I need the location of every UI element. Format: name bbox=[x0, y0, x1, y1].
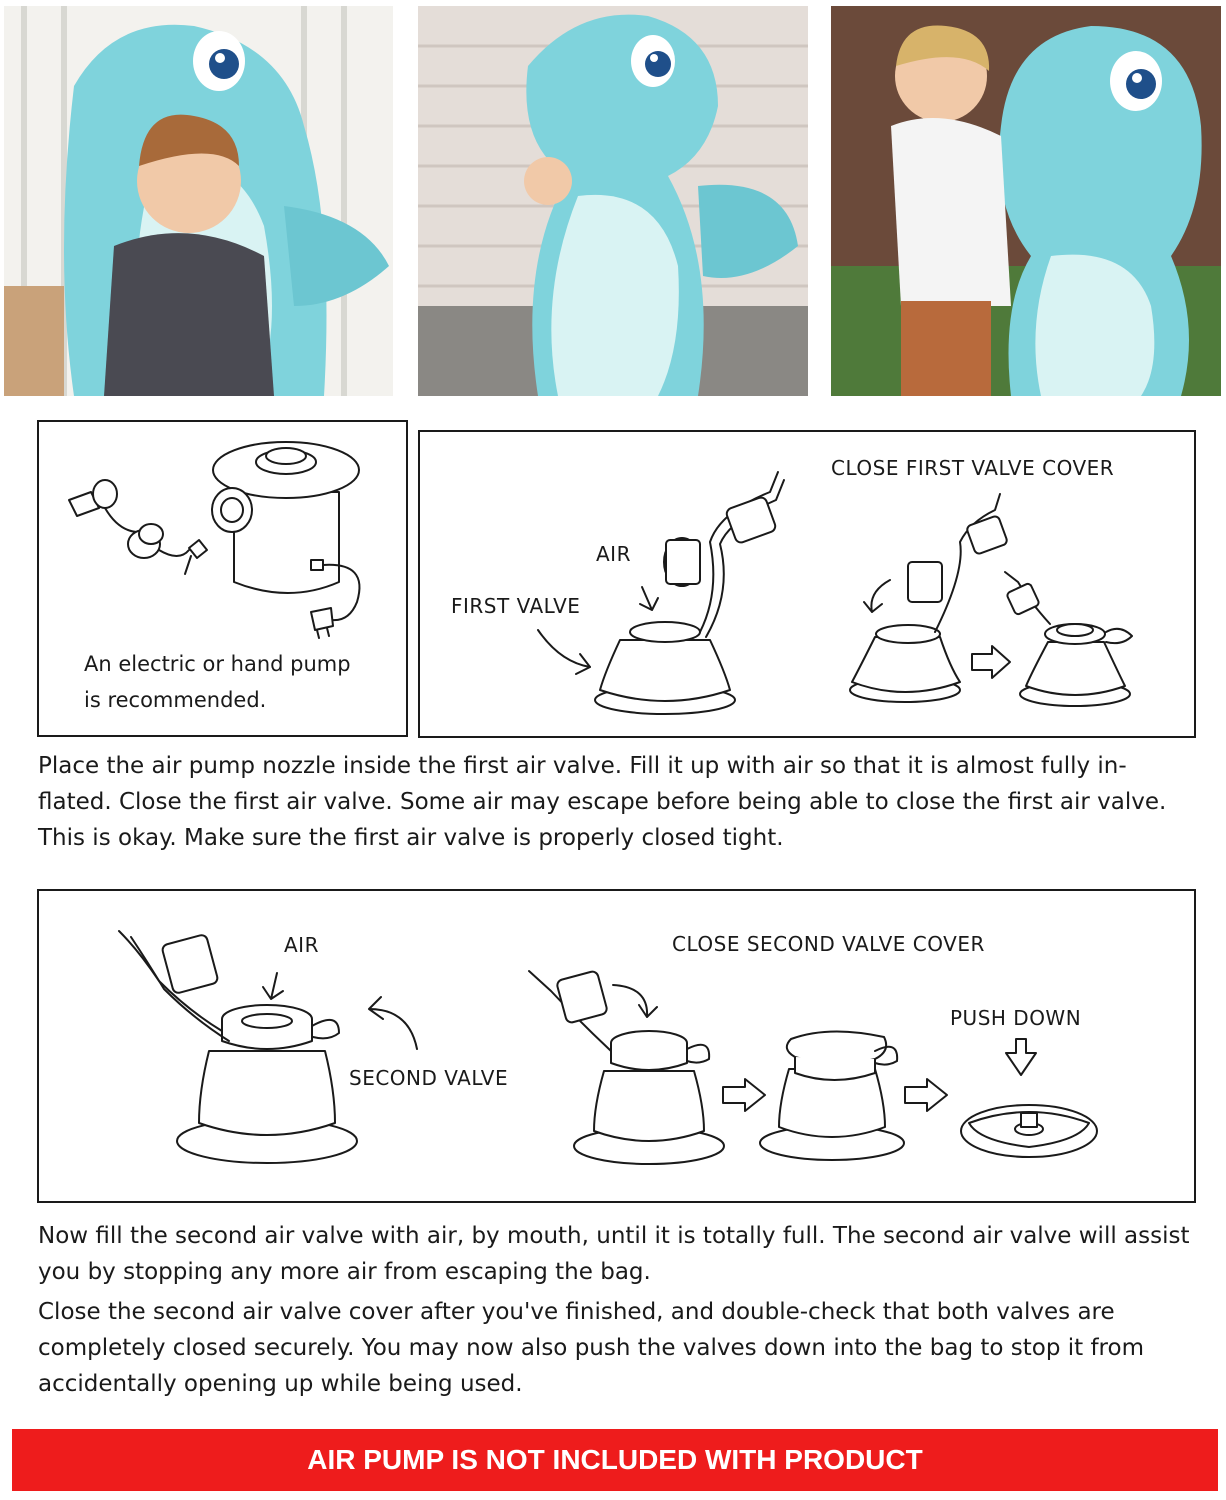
instruction-paragraph-first-valve bbox=[38, 748, 1198, 856]
second-valve-label: SECOND VALVE bbox=[349, 1066, 509, 1090]
air-label-second: AIR bbox=[284, 933, 319, 957]
push-down-label: PUSH DOWN bbox=[950, 1006, 1082, 1030]
first-valve-label: FIRST VALVE bbox=[451, 594, 581, 618]
photo-child-hugging-dragon-outdoors bbox=[831, 6, 1221, 396]
pump-recommendation-text bbox=[84, 646, 351, 718]
second-valve-illustration bbox=[39, 891, 1194, 1201]
instruction-paragraph-second-valve bbox=[38, 1218, 1198, 1402]
air-label-first: AIR bbox=[596, 542, 631, 566]
pump-text-line2: is recommended. bbox=[84, 688, 267, 712]
photo-child-peeking-behind-dragon bbox=[418, 6, 808, 396]
pump-panel bbox=[37, 420, 408, 737]
banner-text: AIR PUMP IS NOT INCLUDED WITH PRODUCT bbox=[307, 1444, 923, 1475]
pump-text-line1: An electric or hand pump bbox=[84, 652, 351, 676]
paragraph3-text: Close the second air valve cover after you've finished, and double-check that both valves are completely closed securely. You may now also push the valves down into the bag to stop it from accidentally opening up while being used. bbox=[38, 1299, 1144, 1397]
pump-not-included-banner bbox=[12, 1429, 1218, 1491]
close-first-valve-cover-label: CLOSE FIRST VALVE COVER bbox=[831, 456, 1115, 480]
paragraph1-text: Place the air pump nozzle inside the first air valve. Fill it up with air so that it is almost fully in-flated. Close the first air valve. Some air may escape before being able to close the first air valve. This is okay. Make sure the first air valve is properly closed tight. bbox=[38, 753, 1167, 851]
first-valve-panel bbox=[418, 430, 1196, 738]
photo-child-hugging-dragon-indoors bbox=[4, 6, 393, 396]
close-second-valve-cover-label: CLOSE SECOND VALVE COVER bbox=[672, 932, 985, 956]
air-pump-illustration bbox=[39, 422, 406, 642]
second-valve-panel bbox=[37, 889, 1196, 1203]
paragraph2-text: Now fill the second air valve with air, by mouth, until it is totally full. The second air valve will assist you by stopping any more air from escaping the bag. bbox=[38, 1223, 1190, 1285]
